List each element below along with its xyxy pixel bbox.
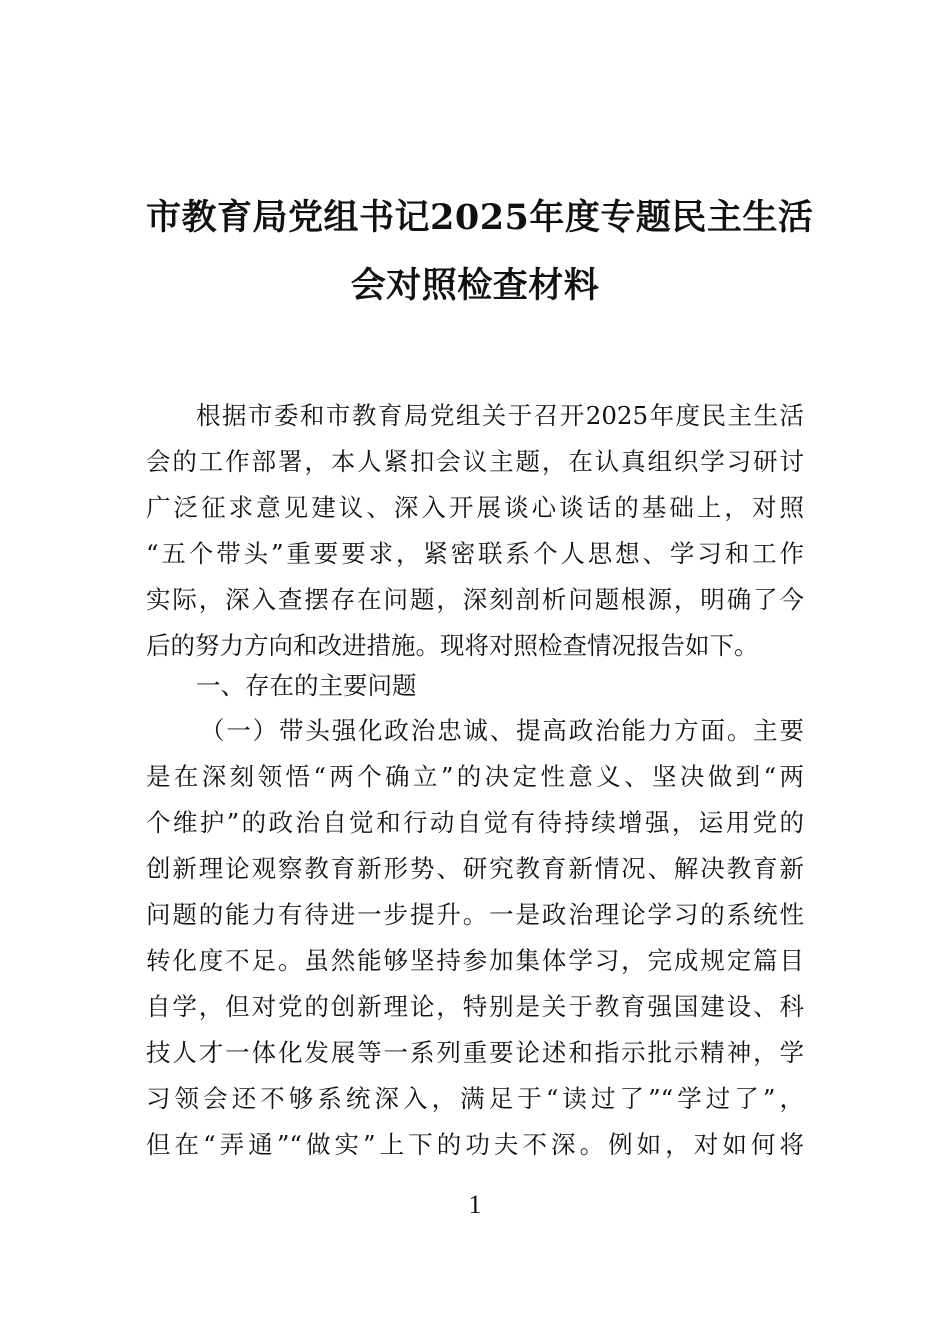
section-heading: 一、存在的主要问题	[196, 671, 417, 700]
intro-line: 根据市委和市教育局党组关于召开2025年度民主生活	[196, 401, 804, 430]
subsection-line: 习领会还不够系统深入，满足于“读过了”“学过了”，	[146, 1084, 804, 1113]
subsection-line: 是在深刻领悟“两个确立”的决定性意义、坚决做到“两	[146, 762, 804, 791]
intro-line: 实际，深入查摆存在问题，深刻剖析问题根源，明确了今	[146, 585, 804, 614]
subsection-line: 自学，但对党的创新理论，特别是关于教育强国建设、科	[146, 992, 804, 1021]
document-title-line-2: 会对照检查材料	[350, 265, 600, 306]
intro-line: “五个带头”重要要求，紧密联系个人思想、学习和工作	[146, 539, 804, 568]
page-number: 1	[468, 1190, 482, 1219]
subsection-line: 创新理论观察教育新形势、研究教育新情况、解决教育新	[146, 854, 804, 883]
subsection-line: （一）带头强化政治忠诚、提高政治能力方面。主要	[200, 716, 804, 745]
document-title-line-1: 市教育局党组书记2025年度专题民主生活	[146, 197, 814, 238]
subsection-line: 但在“弄通”“做实”上下的功夫不深。例如，对如何将	[146, 1130, 804, 1159]
subsection-line: 技人才一体化发展等一系列重要论述和指示批示精神，学	[146, 1038, 804, 1067]
subsection-line: 转化度不足。虽然能够坚持参加集体学习，完成规定篇目	[146, 946, 804, 975]
subsection-line: 问题的能力有待进一步提升。一是政治理论学习的系统性	[146, 900, 804, 929]
subsection-line: 个维护”的政治自觉和行动自觉有待持续增强，运用党的	[146, 808, 804, 837]
intro-line: 广泛征求意见建议、深入开展谈心谈话的基础上，对照	[146, 493, 804, 522]
intro-line: 会的工作部署，本人紧扣会议主题，在认真组织学习研讨	[146, 447, 804, 476]
intro-line: 后的努力方向和改进措施。现将对照检查情况报告如下。	[146, 631, 759, 660]
